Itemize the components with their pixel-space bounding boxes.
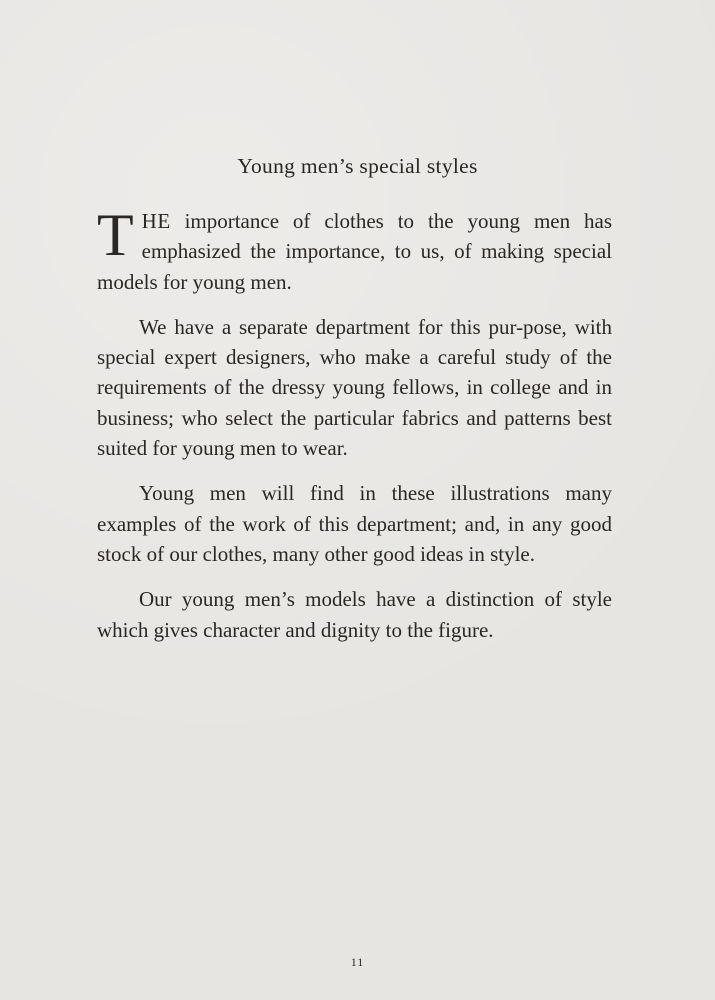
body-text bbox=[97, 202, 612, 660]
page-heading: Young men’s special styles bbox=[237, 154, 478, 178]
paragraph-4: Our young men’s models have a distinction of style which gives character and dignity to the figure. bbox=[97, 587, 612, 642]
paragraph-2: We have a separate department for this pur-pose, with special expert designers, who make a careful study of the requirements of the dressy young fellows, in college and in business; who select the particular fabrics and patterns best suited for young men to wear. bbox=[97, 314, 612, 461]
paragraph-1-text: importance of clothes to the young men has emphasized the importance, to us, of making special models for young men. bbox=[97, 209, 612, 294]
small-caps-lead: HE bbox=[141, 209, 171, 233]
page-number: 11 bbox=[350, 955, 365, 969]
paragraph-3: Young men will find in these illustrations many examples of the work of this department; and, in any good stock of our clothes, many other good ideas in style. bbox=[97, 481, 612, 566]
paragraph-1 bbox=[97, 202, 612, 297]
drop-cap: T bbox=[97, 202, 134, 268]
